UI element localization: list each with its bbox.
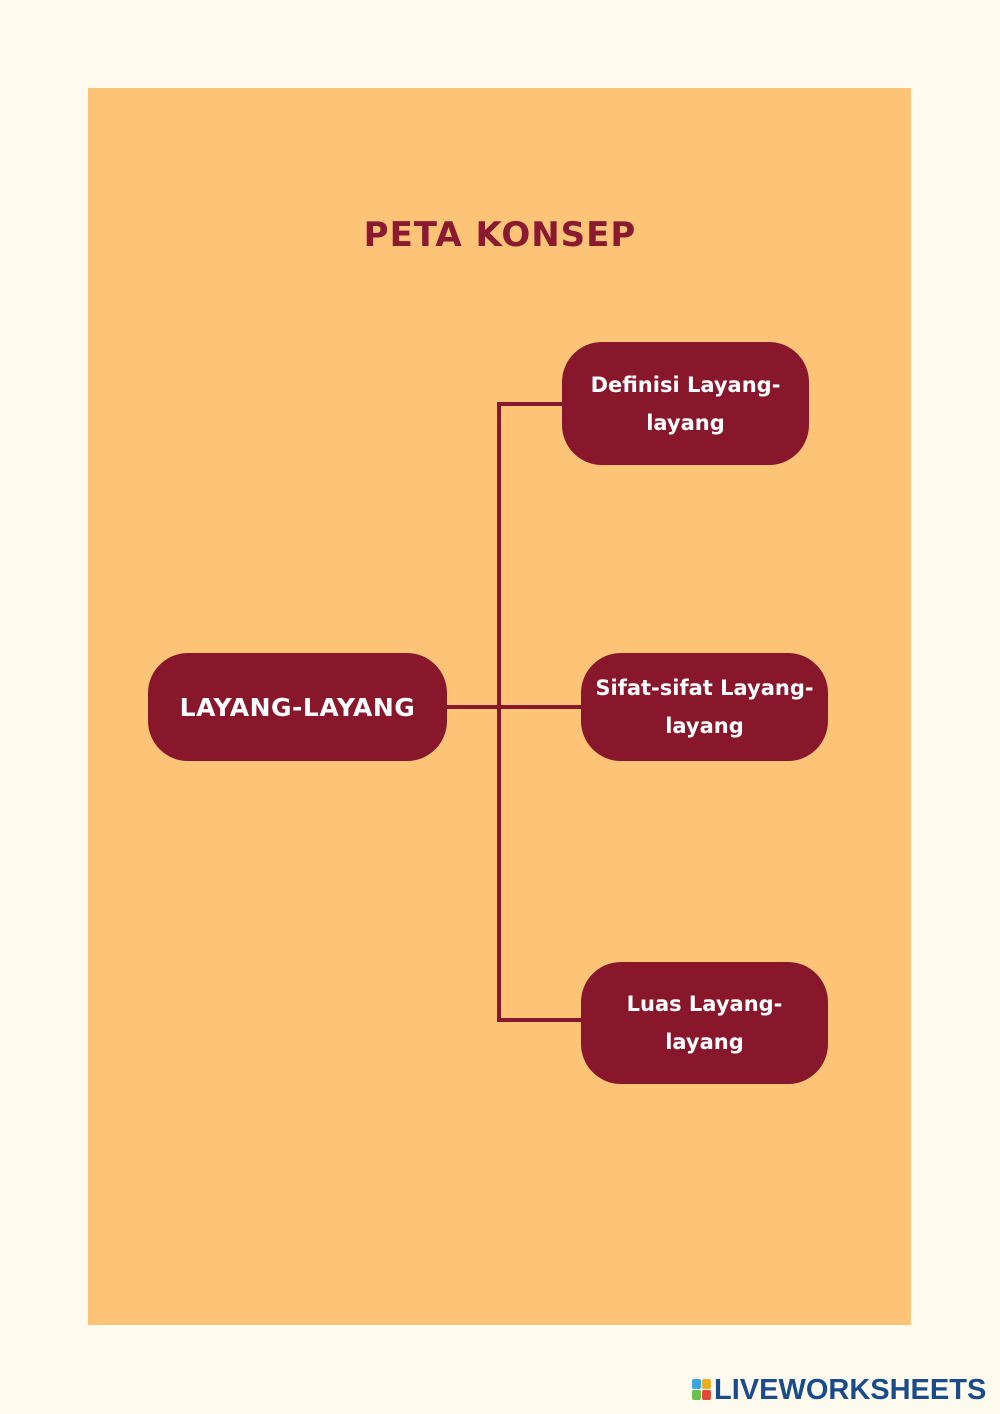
child-node-luas <box>581 962 828 1084</box>
liveworksheets-logo-icon <box>692 1379 712 1401</box>
child-node-label: Definisi Layang-layang <box>590 372 781 435</box>
child-node-label: Sifat-sifat Layang-layang <box>595 676 814 738</box>
child-node-definisi <box>562 342 809 465</box>
root-node-label: LAYANG-LAYANG <box>179 692 416 722</box>
brand-logo[interactable] <box>692 1373 986 1407</box>
page-title: PETA KONSEP <box>363 215 637 255</box>
root-node <box>148 653 447 761</box>
brand-text: LIVEWORKSHEETS <box>714 1373 987 1406</box>
child-node-label: Luas Layang-layang <box>626 992 783 1054</box>
child-node-sifat <box>581 653 828 761</box>
